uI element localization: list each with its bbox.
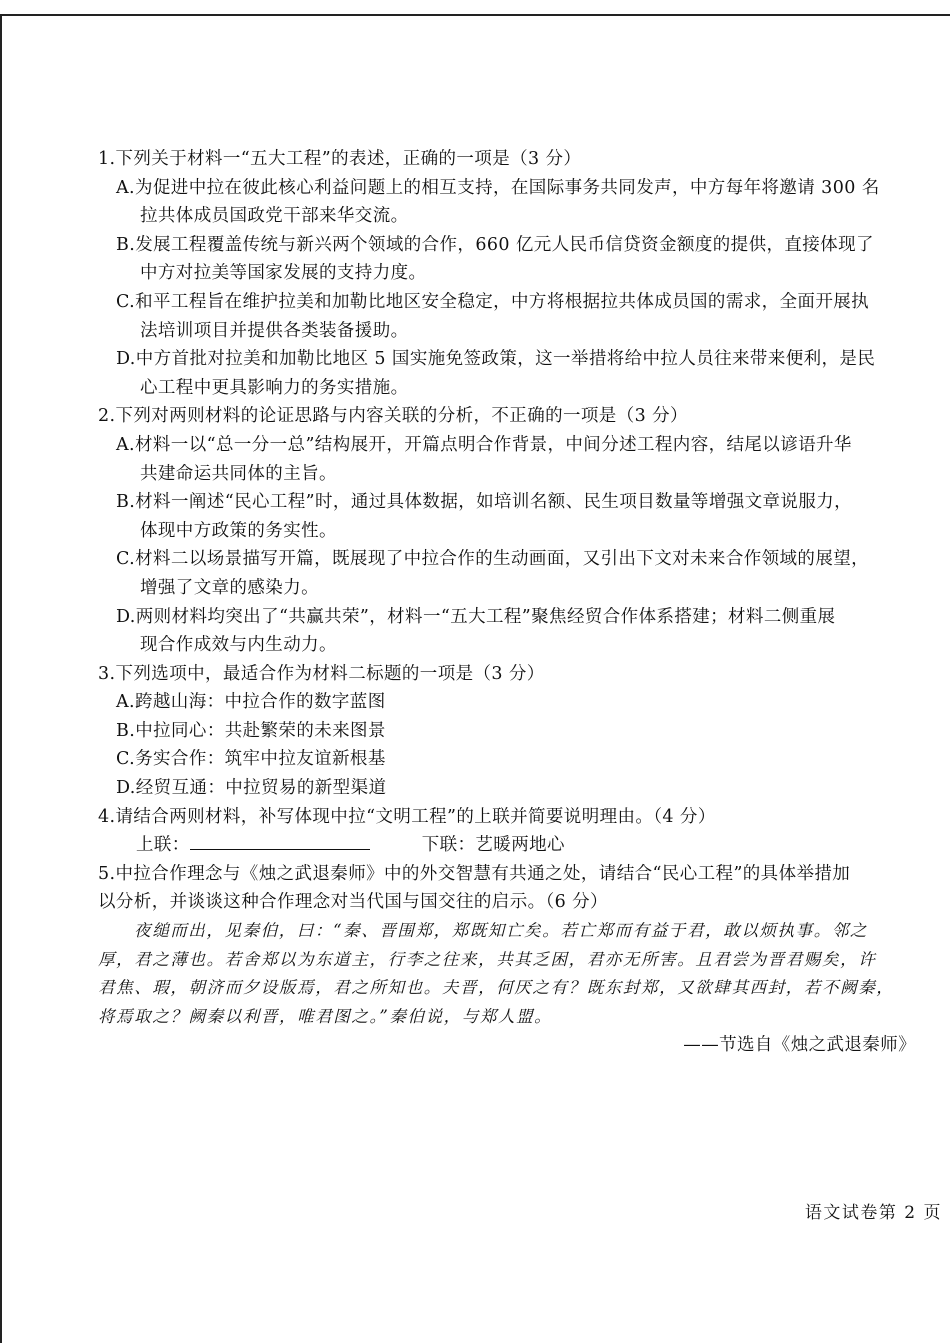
question-2-option-d-cont: 现合作成效与内生动力。 [140,635,337,656]
question-1-option-b: B.发展工程覆盖传统与新兴两个领域的合作，660 亿元人民币信贷资金额度的提供，直接体现了 [116,234,874,255]
question-2-option-b: B.材料一阐述“民心工程”时，通过具体数据，如培训名额、民生项目数量等增强文章说服力， [116,492,853,513]
upper-couplet-answer-blank[interactable] [190,831,370,850]
question-2-option-c-cont: 增强了文章的感染力。 [140,577,319,598]
question-2-option-c: C.材料二以场景描写开篇，既展现了中拉合作的生动画面，又引出下文对未来合作领域的展望， [116,549,870,570]
question-4-title: 4.请结合两则材料，补写体现中拉“文明工程”的上联并简要说明理由。（4 分） [98,806,716,827]
question-2-option-b-cont: 体现中方政策的务实性。 [140,520,337,541]
question-3 [98,660,918,803]
upper-couplet-label: 上联： [136,835,190,856]
couplet-row [98,831,918,860]
question-3-option-a: A.跨越山海：中拉合作的数字蓝图 [116,692,386,713]
classical-passage-line-1: 夜缒而出，见秦伯，曰：“秦、晋围郑，郑既知亡矣。若亡郑而有益于君，敢以烦执事。邻之 [134,921,869,941]
question-2-option-a-cont: 共建命运共同体的主旨。 [140,463,337,484]
question-2-option-a: A.材料一以“总一分一总”结构展开，开篇点明合作背景，中间分述工程内容，结尾以谚语升华 [116,434,852,455]
page-footer: 语文试卷第 2 页 [804,1203,942,1223]
page-top-border [0,14,950,16]
question-1-option-c-cont: 法培训项目并提供各类装备援助。 [140,320,409,341]
classical-passage-line-4: 将焉取之？阙秦以利晋，唯君图之。”秦伯说，与郑人盟。 [98,1006,553,1026]
question-2 [98,402,918,659]
exam-content [98,145,918,1060]
question-5-title: 5.中拉合作理念与《烛之武退秦师》中的外交智慧有共通之处，请结合“民心工程”的具体举措加 [98,863,851,884]
question-2-option-d: D.两则材料均突出了“共赢共荣”，材料一“五大工程”聚焦经贸合作体系搭建；材料二侧重展 [116,606,836,627]
lower-couplet-label: 下联：艺暖两地心 [421,835,565,856]
question-1-title: 1.下列关于材料一“五大工程”的表述，正确的一项是（3 分） [98,149,582,169]
question-1-option-b-cont: 中方对拉美等国家发展的支持力度。 [140,263,427,284]
question-1-option-d: D.中方首批对拉美和加勒比地区 5 国实施免签政策，这一举措将给中拉人员往来带来便利，是民 [116,349,876,370]
question-3-option-b: B.中拉同心：共赴繁荣的未来图景 [116,720,386,741]
question-3-title: 3.下列选项中，最适合作为材料二标题的一项是（3 分） [98,663,545,684]
question-5-title-cont: 以分析，并谈谈这种合作理念对当代国与国交往的启示。（6 分） [98,892,608,913]
question-1-option-a: A.为促进中拉在彼此核心利益问题上的相互支持，在国际事务共同发声，中方每年将邀请 300 名 [116,177,880,198]
passage-source: ——节选自《烛之武退秦师》 [683,1035,916,1056]
classical-passage-line-3: 君焦、瑕，朝济而夕设版焉，君之所知也。夫晋，何厌之有？既东封郑，又欲肆其西封，若不阙秦， [98,978,895,998]
question-1 [98,145,918,402]
question-1-option-a-cont: 拉共体成员国政党干部来华交流。 [140,206,409,227]
question-1-option-c: C.和平工程旨在维护拉美和加勒比地区安全稳定，中方将根据拉共体成员国的需求，全面开展执 [116,291,870,312]
question-4 [98,803,918,860]
question-3-option-d: D.经贸互通：中拉贸易的新型渠道 [116,778,387,799]
question-5 [98,860,918,1060]
question-2-title: 2.下列对两则材料的论证思路与内容关联的分析，不正确的一项是（3 分） [98,406,688,427]
classical-passage-line-2: 厚，君之薄也。若舍郑以为东道主，行李之往来，共其乏困，君亦无所害。且君尝为晋君赐矣，许 [98,949,877,969]
question-1-option-d-cont: 心工程中更具影响力的务实措施。 [140,377,409,398]
question-3-option-c: C.务实合作：筑牢中拉友谊新根基 [116,749,386,770]
page-left-border [0,14,2,1343]
